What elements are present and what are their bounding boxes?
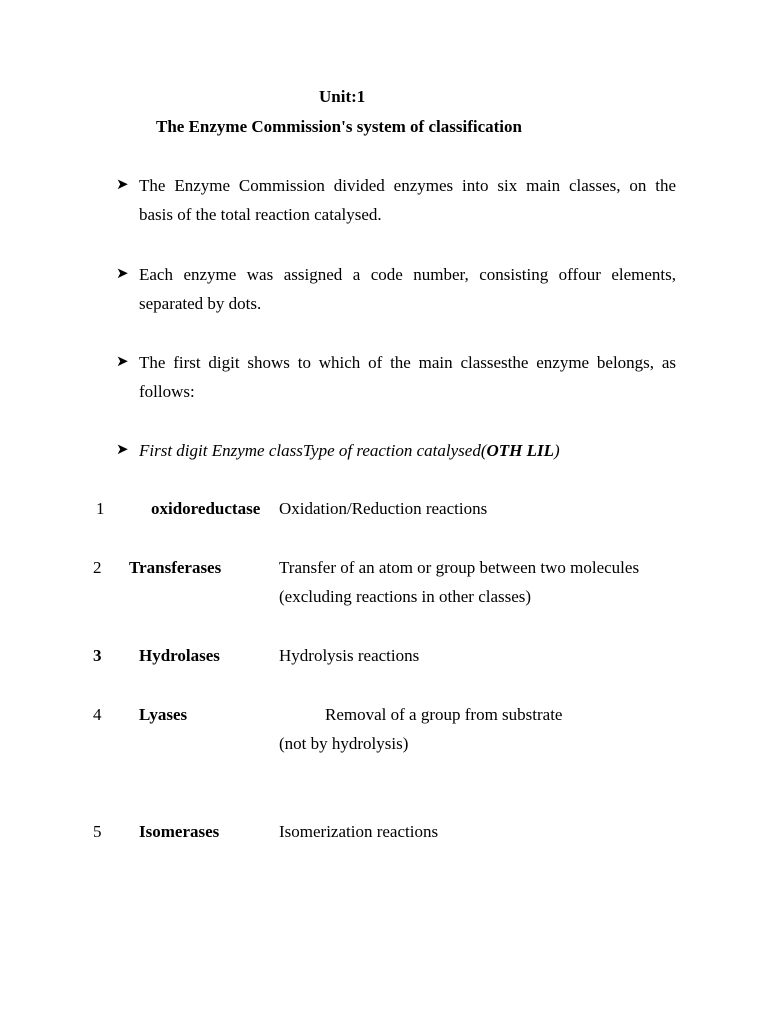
bullet-line: basis of the total reaction catalysed. xyxy=(139,205,382,224)
bold-italic-text: OTH LIL xyxy=(486,441,555,460)
class-name: Lyases xyxy=(139,705,188,724)
class-name: Isomerases xyxy=(139,822,220,841)
class-name: oxidoreductase xyxy=(151,499,261,518)
class-name: Hydrolases xyxy=(139,646,220,665)
class-description: (not by hydrolysis) xyxy=(279,734,409,753)
page-title: The Enzyme Commission's system of classification xyxy=(156,117,522,136)
class-description: Removal of a group from substrate xyxy=(325,705,563,724)
class-description: Isomerization reactions xyxy=(279,822,439,841)
bullet-line xyxy=(139,436,676,465)
class-number: 3 xyxy=(93,646,102,665)
class-number: 5 xyxy=(93,822,102,841)
class-number: 1 xyxy=(96,499,105,518)
class-number: 4 xyxy=(93,705,102,724)
class-description: Transfer of an atom or group between two molecules xyxy=(279,558,640,577)
class-description: (excluding reactions in other classes) xyxy=(279,587,532,606)
bullet-line: The Enzyme Commission divided enzymes into six main classes, on the xyxy=(139,176,676,195)
arrow-bullet-icon: ➤ xyxy=(116,266,129,282)
class-description: Oxidation/Reduction reactions xyxy=(279,499,488,518)
class-name: Transferases xyxy=(129,558,222,577)
arrow-bullet-icon: ➤ xyxy=(116,177,129,193)
class-description: Hydrolysis reactions xyxy=(279,646,420,665)
class-number: 2 xyxy=(93,558,102,577)
arrow-bullet-icon: ➤ xyxy=(116,442,129,458)
unit-heading: Unit:1 xyxy=(319,87,366,106)
closing-paren: ) xyxy=(554,441,560,460)
bullet-line: The first digit shows to which of the main classesthe enzyme belongs, as xyxy=(139,353,676,372)
arrow-bullet-icon: ➤ xyxy=(116,354,129,370)
bullet-line: follows: xyxy=(139,382,195,401)
bullet-line: Each enzyme was assigned a code number, consisting offour elements, xyxy=(139,265,676,284)
bullet-line: separated by dots. xyxy=(139,294,262,313)
italic-text: First digit Enzyme classType of reaction catalysed( xyxy=(139,441,487,460)
